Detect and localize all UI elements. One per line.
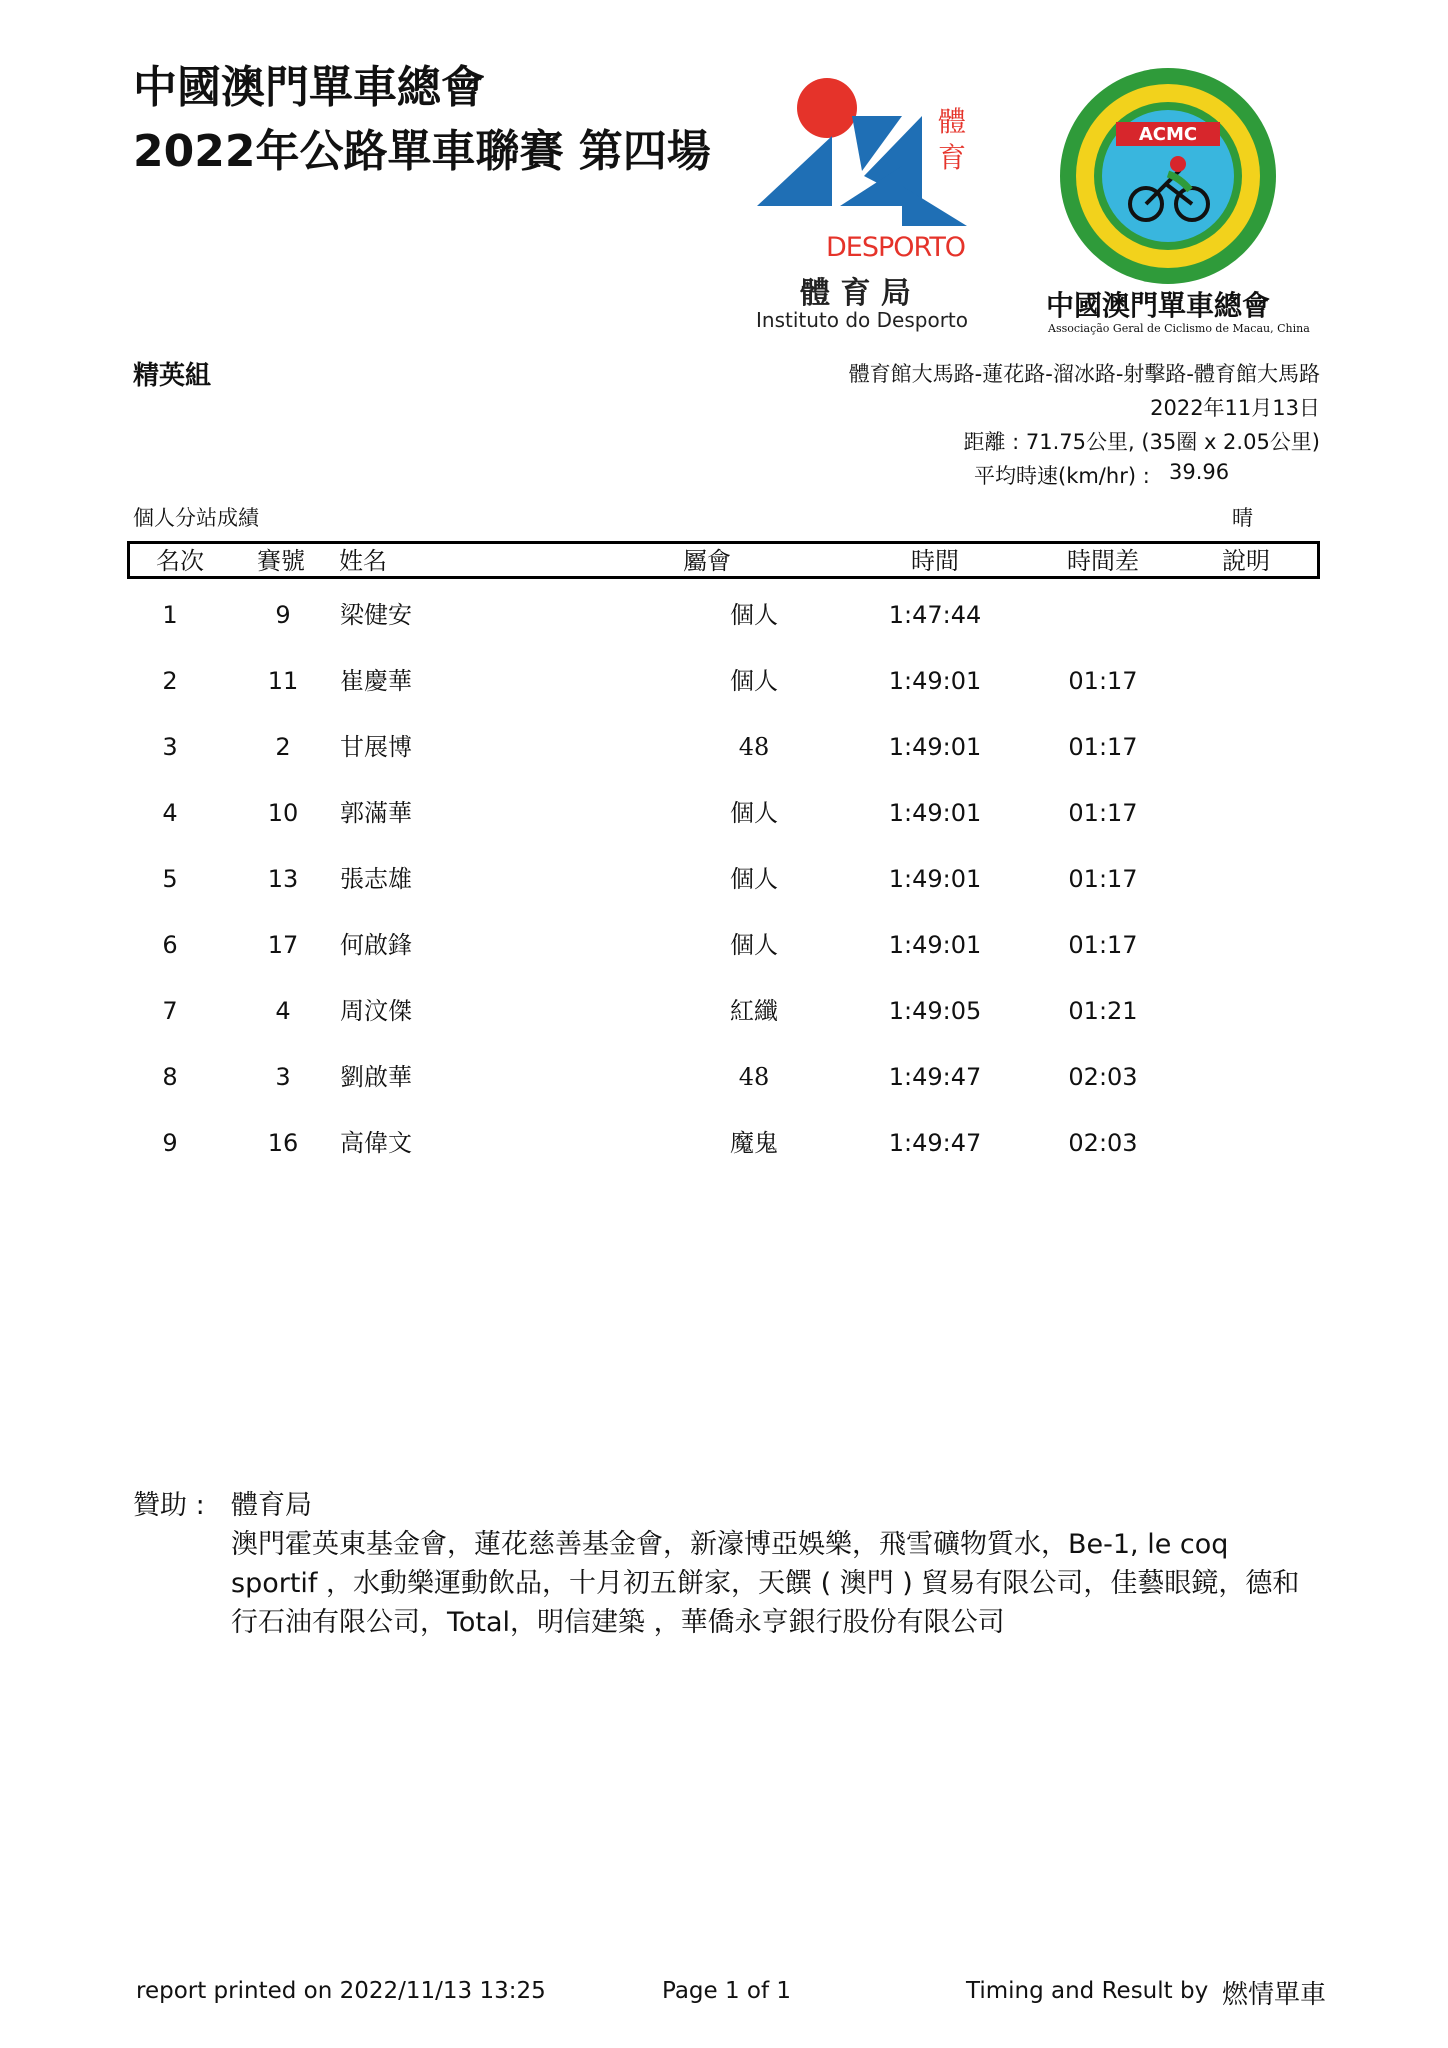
row-rank: 5 (162, 865, 178, 893)
row-club: 個人 (730, 667, 778, 695)
race-date: 2022年11月13日 (1150, 396, 1320, 420)
row-bib: 3 (275, 1063, 291, 1091)
row-bib: 9 (275, 601, 291, 629)
row-rank: 3 (162, 733, 178, 761)
row-bib: 16 (267, 1129, 299, 1157)
row-club: 個人 (730, 601, 778, 629)
desporto-logo (752, 76, 982, 336)
row-bib: 17 (267, 931, 299, 959)
row-rank: 8 (162, 1063, 178, 1091)
header-bib: 賽號 (257, 547, 305, 575)
row-time: 1:49:47 (888, 1129, 982, 1157)
row-rank: 1 (162, 601, 178, 629)
header-club: 屬會 (683, 547, 731, 575)
row-time: 1:49:01 (888, 667, 982, 695)
acmc-seal-icon (1040, 66, 1300, 286)
row-club: 紅纖 (730, 997, 778, 1025)
row-bib: 10 (267, 799, 299, 827)
acmc-portuguese-name: Associação Geral de Ciclismo de Macau, China (1048, 322, 1310, 335)
acmc-logo (1040, 66, 1310, 346)
desporto-wordmark: DESPORTO (826, 232, 966, 263)
row-bib: 4 (275, 997, 291, 1025)
category-label: 精英組 (133, 361, 212, 391)
timing-label: Timing and Result by (966, 1978, 1209, 2004)
header-rank: 名次 (156, 547, 204, 575)
row-name: 劉啟華 (340, 1063, 412, 1091)
row-rank: 9 (162, 1129, 178, 1157)
header-name: 姓名 (339, 547, 387, 575)
row-gap: 01:17 (1068, 799, 1138, 827)
row-gap: 01:21 (1068, 997, 1138, 1025)
row-club: 個人 (730, 931, 778, 959)
report-printed: report printed on 2022/11/13 13:25 (136, 1978, 546, 2004)
desporto-portuguese-name: Instituto do Desporto (756, 308, 968, 332)
row-gap: 01:17 (1068, 667, 1138, 695)
avg-speed-value: 39.96 (1169, 460, 1230, 484)
desporto-char-2: 育 (938, 141, 967, 174)
row-gap: 02:03 (1068, 1129, 1138, 1157)
row-rank: 2 (162, 667, 178, 695)
row-time: 1:49:01 (888, 931, 982, 959)
row-name: 甘展博 (340, 733, 412, 761)
row-gap: 01:17 (1068, 931, 1138, 959)
row-club: 48 (738, 733, 770, 761)
row-time: 1:49:47 (888, 1063, 982, 1091)
row-gap: 02:03 (1068, 1063, 1138, 1091)
avg-speed-label: 平均時速(km/hr) : (974, 464, 1150, 488)
table-header (127, 541, 1320, 579)
acmc-chinese-name: 中國澳門單車總會 (1046, 289, 1271, 322)
row-time: 1:49:01 (888, 865, 982, 893)
row-bib: 2 (275, 733, 291, 761)
header-time: 時間 (911, 547, 959, 575)
header-note: 說明 (1222, 547, 1270, 575)
row-name: 崔慶華 (340, 667, 412, 695)
row-time: 1:47:44 (888, 601, 982, 629)
row-rank: 4 (162, 799, 178, 827)
row-name: 高偉文 (340, 1129, 412, 1157)
row-club: 個人 (730, 799, 778, 827)
row-gap: 01:17 (1068, 733, 1138, 761)
row-club: 魔鬼 (730, 1129, 778, 1157)
row-name: 梁健安 (340, 601, 412, 629)
sponsor-label: 贊助 : (133, 1490, 205, 1521)
row-name: 何啟鋒 (340, 931, 412, 959)
row-club: 48 (738, 1063, 770, 1091)
row-name: 周汶傑 (340, 997, 412, 1025)
title-line-1: 中國澳門單車總會 (133, 62, 485, 113)
row-time: 1:49:05 (888, 997, 982, 1025)
title-line-2: 2022年公路單車聯賽 第四場 (133, 126, 711, 177)
row-bib: 13 (267, 865, 299, 893)
svg-text:ACMC: ACMC (1138, 124, 1198, 145)
sponsor-line: 體育局 (231, 1490, 312, 1521)
row-rank: 6 (162, 931, 178, 959)
section-label: 個人分站成績 (133, 506, 259, 530)
sponsor-line: 澳門霍英東基金會，蓮花慈善基金會，新濠博亞娛樂，飛雪礦物質水，Be-1, le coq (231, 1529, 1229, 1560)
row-time: 1:49:01 (888, 733, 982, 761)
row-bib: 11 (267, 667, 299, 695)
desporto-char-1: 體 (938, 105, 967, 138)
race-distance: 距離 : 71.75公里, (35圈 x 2.05公里) (963, 430, 1320, 454)
row-name: 張志雄 (340, 865, 412, 893)
sponsor-list (231, 1486, 1321, 1642)
weather-label: 晴 (1232, 506, 1253, 530)
sponsor-line: sportif ，水動樂運動飲品，十月初五餅家，天饌 ( 澳門 ) 貿易有限公司，佳藝眼鏡，德和 (231, 1568, 1300, 1599)
header-gap: 時間差 (1067, 547, 1139, 575)
route-text: 體育館大馬路-蓮花路-溜冰路-射擊路-體育館大馬路 (848, 362, 1320, 386)
sponsor-line: 行石油有限公司，Total，明信建築 ，華僑永亨銀行股份有限公司 (231, 1607, 1005, 1638)
row-club: 個人 (730, 865, 778, 893)
page-number: Page 1 of 1 (662, 1978, 792, 2004)
row-gap: 01:17 (1068, 865, 1138, 893)
desporto-chinese-name: 體 育 局 (800, 276, 911, 311)
timing-provider: 燃情單車 (1222, 1980, 1327, 2010)
row-rank: 7 (162, 997, 178, 1025)
row-time: 1:49:01 (888, 799, 982, 827)
row-name: 郭滿華 (340, 799, 412, 827)
